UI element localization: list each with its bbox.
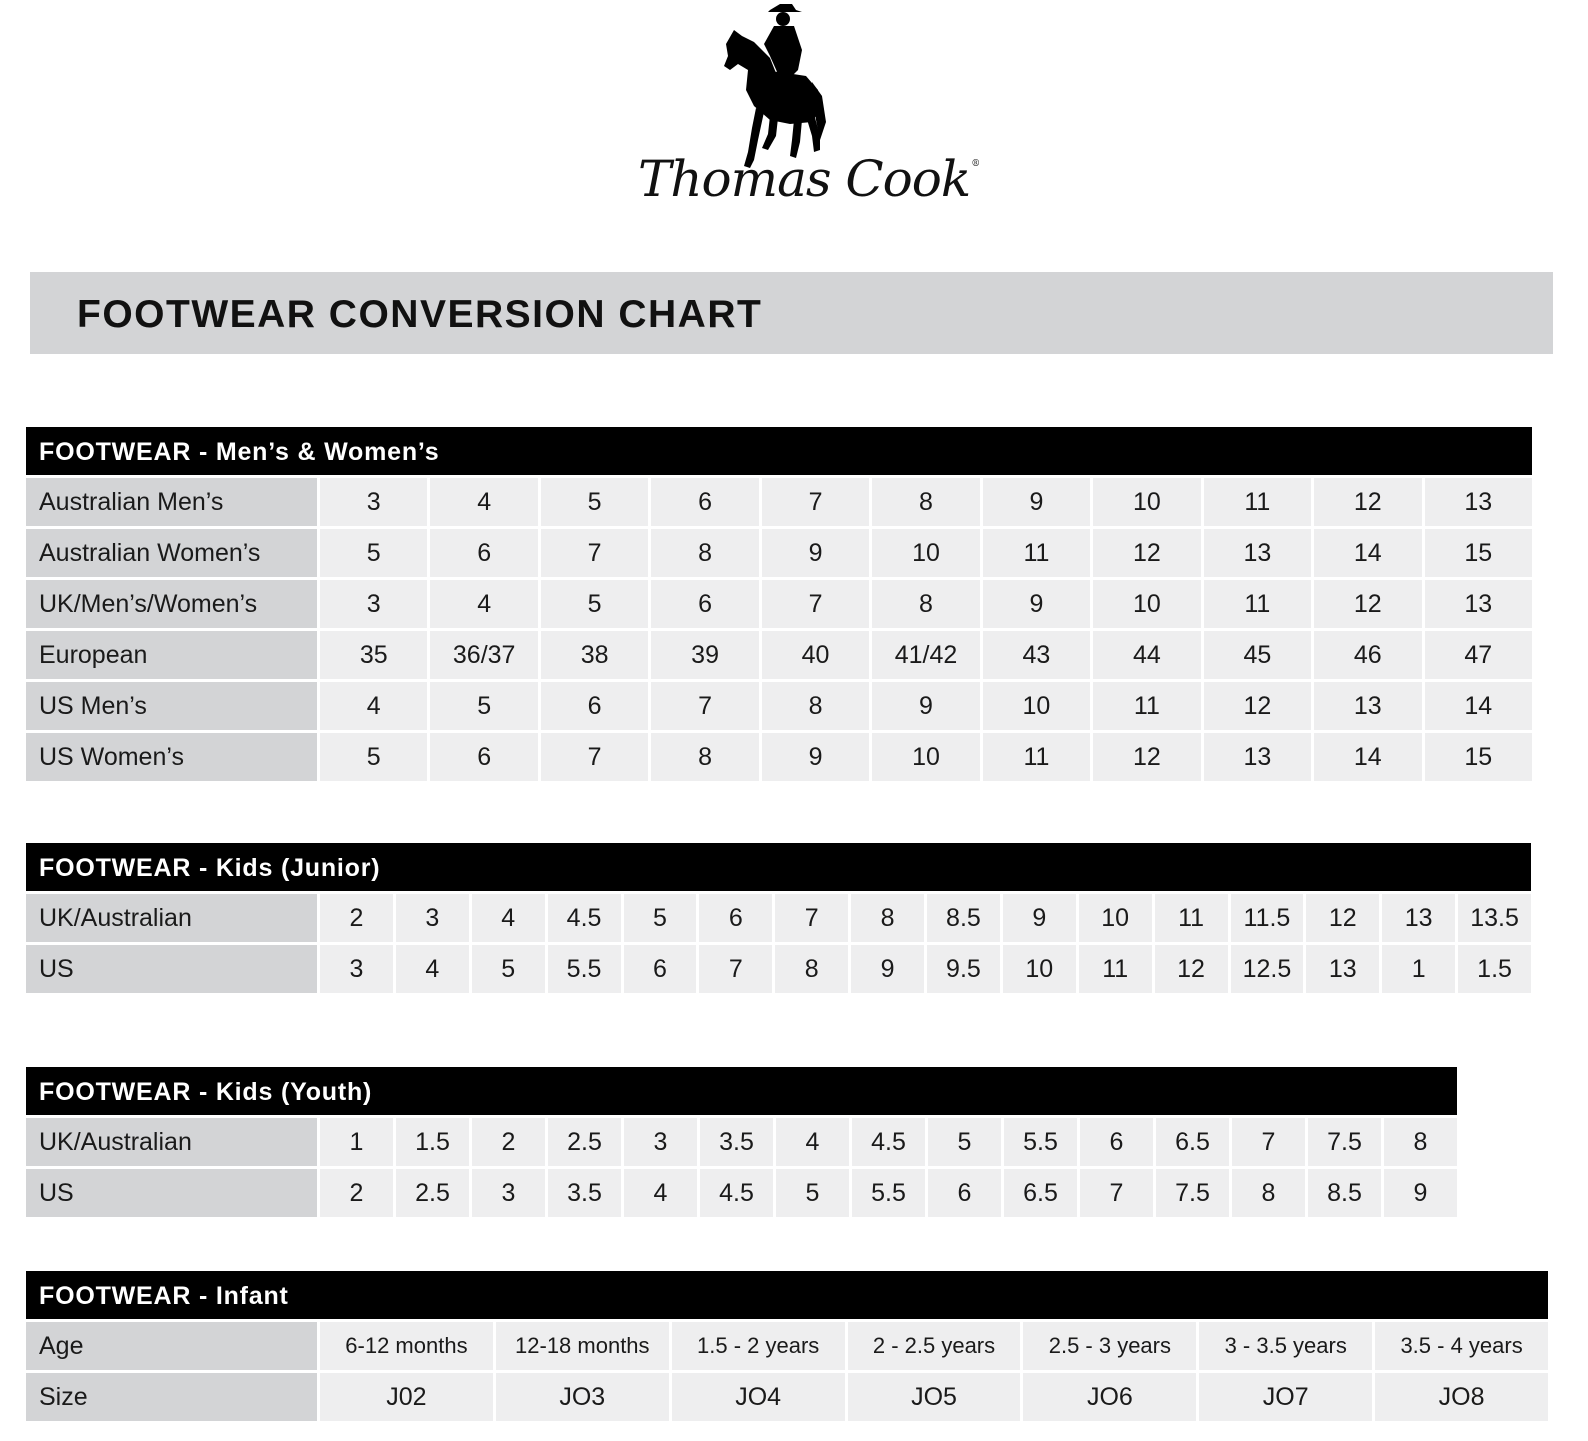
table-cell: 4 [624,1166,700,1217]
table-cell: J02 [320,1370,496,1421]
table-cell: 7 [541,526,651,577]
table-cell: 2 [472,1115,548,1166]
table-cell: 13 [1314,679,1424,730]
table-cell: 6-12 months [320,1319,496,1370]
table-cell: 7 [1080,1166,1156,1217]
table-cell: 9 [762,526,872,577]
table-cell: 13 [1204,730,1314,781]
table-cell: 5.5 [548,942,624,993]
table-cell: 4 [776,1115,852,1166]
row-label: US Women’s [26,730,320,781]
table-cell: 7.5 [1156,1166,1232,1217]
table-cell: 4.5 [852,1115,928,1166]
table-cell: 12 [1204,679,1314,730]
section-heading: FOOTWEAR - Men’s & Women’s [26,427,1532,475]
table-cell: 3.5 - 4 years [1375,1319,1548,1370]
table-cell: 13.5 [1458,891,1531,942]
row-label: Australian Women’s [26,526,320,577]
table-cell: 9 [1384,1166,1457,1217]
table-cell: 3.5 [700,1115,776,1166]
table-cell: 6 [430,526,540,577]
table-cell: 15 [1425,730,1532,781]
table-cell: 9 [983,475,1093,526]
row-label: Size [26,1370,320,1421]
table-cell: 1 [1382,942,1458,993]
table-cell: 6 [651,577,761,628]
brand-logo [630,0,980,225]
table-cell: 44 [1093,628,1203,679]
table-cell: 6 [541,679,651,730]
table-cell: 6 [928,1166,1004,1217]
row-label: UK/Men’s/Women’s [26,577,320,628]
table-row [26,577,1532,628]
table-cell: 11 [1155,891,1231,942]
table-cell: 6 [624,942,700,993]
table-cell: 43 [983,628,1093,679]
table-cell: JO7 [1199,1370,1375,1421]
table-cell: 46 [1314,628,1424,679]
table-cell: 8 [1384,1115,1457,1166]
table-cell: 6.5 [1156,1115,1232,1166]
table-cell: 8 [851,891,927,942]
table-cell: 9 [1003,891,1079,942]
table-cell: 7.5 [1308,1115,1384,1166]
table-cell: 7 [699,942,775,993]
table-cell: JO6 [1023,1370,1199,1421]
table-mens-womens [26,427,1532,781]
table-cell: 8 [872,475,982,526]
table-cell: 7 [762,475,872,526]
table-cell: 11.5 [1231,891,1307,942]
table-cell: 5.5 [1004,1115,1080,1166]
table-infant [26,1271,1548,1421]
table-cell: 5 [776,1166,852,1217]
table-cell: 12 [1155,942,1231,993]
table-cell: 12.5 [1231,942,1307,993]
table-cell: 9 [872,679,982,730]
table-cell: 14 [1314,730,1424,781]
table-row [26,1166,1457,1217]
table-cell: 2.5 [396,1166,472,1217]
table-cell: 6 [1080,1115,1156,1166]
table-cell: 13 [1382,891,1458,942]
table-cell: 11 [1079,942,1155,993]
page-title: FOOTWEAR CONVERSION CHART [77,293,763,336]
table-cell: 3 [472,1166,548,1217]
table-cell: 39 [651,628,761,679]
table-cell: 4 [430,475,540,526]
table-cell: 3 - 3.5 years [1199,1319,1375,1370]
table-cell: 6 [699,891,775,942]
row-label: US [26,942,320,993]
table-cell: 6 [651,475,761,526]
table-cell: JO5 [848,1370,1024,1421]
table-cell: 41/42 [872,628,982,679]
section-heading: FOOTWEAR - Kids (Youth) [26,1067,1457,1115]
table-cell: 8 [775,942,851,993]
horse-rider-icon [630,0,930,175]
table-cell: 8.5 [1308,1166,1384,1217]
table-cell: 45 [1204,628,1314,679]
row-label: US Men’s [26,679,320,730]
row-label: UK/Australian [26,891,320,942]
table-cell: 8.5 [927,891,1003,942]
row-label: Australian Men’s [26,475,320,526]
brand-wordmark: Thomas Cook® [638,150,980,208]
row-label: US [26,1166,320,1217]
table-cell: 1 [320,1115,396,1166]
table-cell: 13 [1425,475,1532,526]
table-cell: 9 [851,942,927,993]
table-cell: 10 [1079,891,1155,942]
table-cell: 11 [983,526,1093,577]
table-cell: 9 [762,730,872,781]
table-cell: 3 [320,577,430,628]
table-cell: JO3 [496,1370,672,1421]
table-row [26,526,1532,577]
table-row [26,942,1531,993]
table-cell: 10 [1003,942,1079,993]
table-kids-junior [26,843,1531,993]
table-cell: 4.5 [700,1166,776,1217]
table-cell: 2.5 - 3 years [1023,1319,1199,1370]
table-cell: 3 [320,475,430,526]
table-cell: 8 [1232,1166,1308,1217]
table-cell: 47 [1425,628,1532,679]
table-cell: 4 [320,679,430,730]
table-cell: 12 [1093,526,1203,577]
table-cell: 2 - 2.5 years [848,1319,1024,1370]
table-cell: 10 [1093,475,1203,526]
table-cell: 14 [1425,679,1532,730]
table-cell: 15 [1425,526,1532,577]
table-row [26,628,1532,679]
table-cell: 8 [651,526,761,577]
table-cell: 9 [983,577,1093,628]
table-cell: 3 [396,891,472,942]
table-cell: 11 [983,730,1093,781]
table-cell: 5 [624,891,700,942]
table-cell: 6.5 [1004,1166,1080,1217]
table-cell: 8 [651,730,761,781]
table-cell: 2 [320,891,396,942]
table-cell: 5 [320,526,430,577]
table-row [26,891,1531,942]
table-row [26,475,1532,526]
table-cell: 35 [320,628,430,679]
table-cell: 14 [1314,526,1424,577]
table-row [26,730,1532,781]
section-heading: FOOTWEAR - Infant [26,1271,1548,1319]
table-cell: 5.5 [852,1166,928,1217]
table-cell: 5 [320,730,430,781]
row-label: Age [26,1319,320,1370]
table-cell: 2.5 [548,1115,624,1166]
table-cell: 11 [1204,475,1314,526]
table-cell: 3 [624,1115,700,1166]
table-cell: 12 [1306,891,1382,942]
table-cell: 5 [430,679,540,730]
table-cell: 40 [762,628,872,679]
table-cell: 4 [430,577,540,628]
table-cell: 12-18 months [496,1319,672,1370]
table-cell: 11 [1093,679,1203,730]
table-cell: 10 [872,526,982,577]
table-cell: 7 [541,730,651,781]
table-cell: 4.5 [548,891,624,942]
table-row [26,679,1532,730]
table-cell: 11 [1204,577,1314,628]
table-cell: 5 [541,475,651,526]
table-cell: 10 [1093,577,1203,628]
table-row [26,1115,1457,1166]
table-cell: 12 [1314,475,1424,526]
table-cell: JO4 [672,1370,848,1421]
table-cell: 36/37 [430,628,540,679]
table-kids-youth [26,1067,1457,1217]
table-cell: 9.5 [927,942,1003,993]
table-cell: 4 [472,891,548,942]
table-cell: 12 [1314,577,1424,628]
table-cell: 7 [775,891,851,942]
section-heading: FOOTWEAR - Kids (Junior) [26,843,1531,891]
table-cell: 7 [762,577,872,628]
table-cell: 8 [762,679,872,730]
table-cell: 13 [1204,526,1314,577]
table-cell: 38 [541,628,651,679]
table-cell: 1.5 - 2 years [672,1319,848,1370]
table-cell: 12 [1093,730,1203,781]
row-label: UK/Australian [26,1115,320,1166]
table-cell: JO8 [1375,1370,1548,1421]
table-cell: 8 [872,577,982,628]
table-cell: 13 [1306,942,1382,993]
row-label: European [26,628,320,679]
table-row [26,1370,1548,1421]
table-cell: 5 [472,942,548,993]
table-cell: 3 [320,942,396,993]
table-cell: 1.5 [1458,942,1531,993]
table-cell: 3.5 [548,1166,624,1217]
table-cell: 5 [541,577,651,628]
table-cell: 10 [983,679,1093,730]
table-cell: 5 [928,1115,1004,1166]
table-cell: 2 [320,1166,396,1217]
table-cell: 7 [1232,1115,1308,1166]
table-cell: 6 [430,730,540,781]
table-row [26,1319,1548,1370]
table-cell: 1.5 [396,1115,472,1166]
table-cell: 7 [651,679,761,730]
title-banner [30,272,1553,354]
table-cell: 10 [872,730,982,781]
table-cell: 13 [1425,577,1532,628]
table-cell: 4 [396,942,472,993]
